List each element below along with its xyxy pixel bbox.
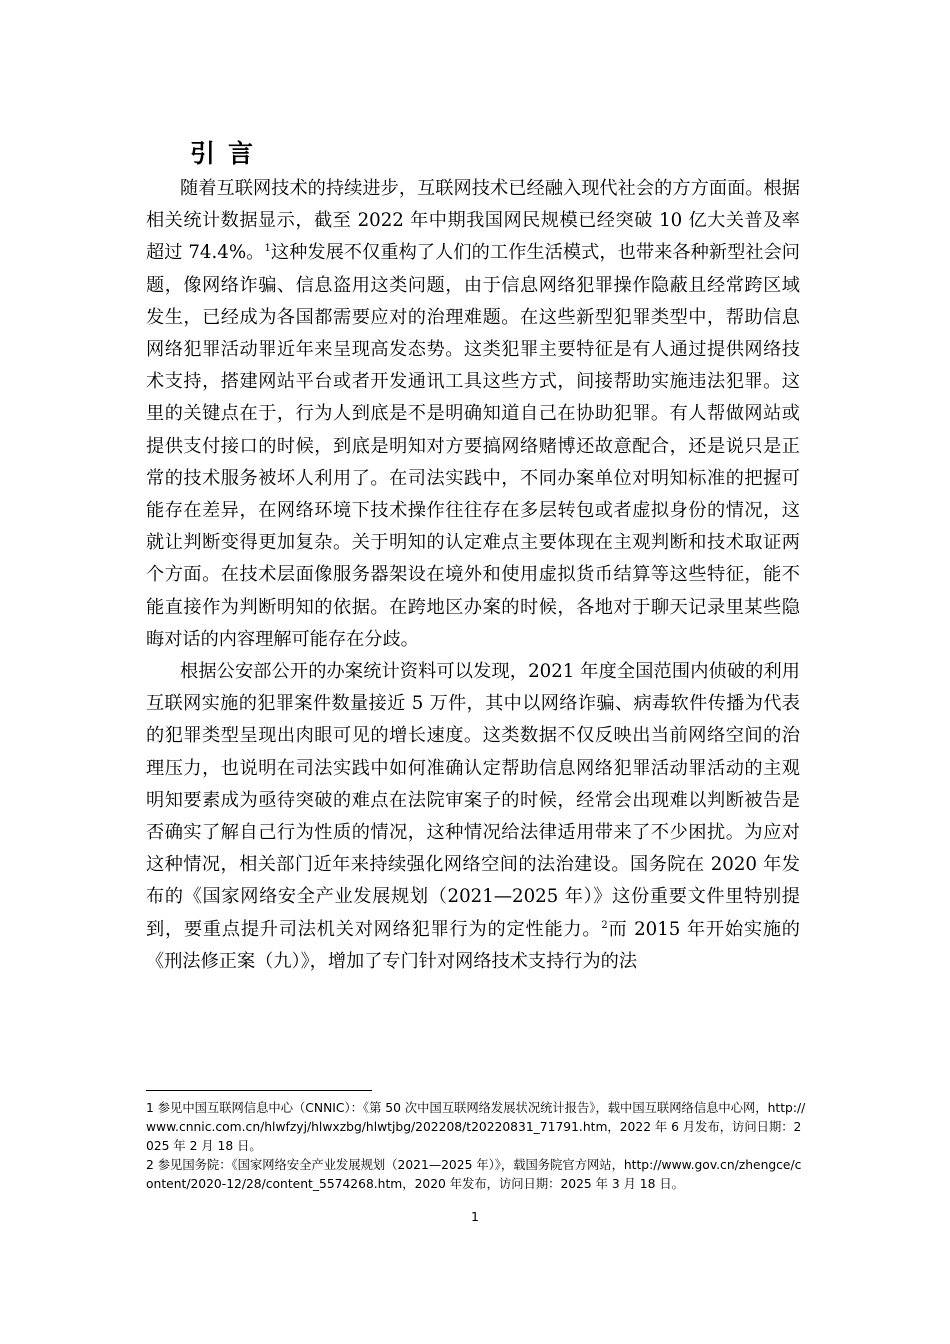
page-number: 1 bbox=[471, 1209, 479, 1224]
section-heading: 引言 bbox=[190, 139, 267, 168]
footnote-2: 2 参见国务院：《国家网络安全产业发展规划（2021—2025 年）》，载国务院官方网站，http://www.gov.cn/zhengce/content/2020-12/28/content_5574268.htm，2020 年发布，访问日期：2025 年 3 月 18 日。 bbox=[146, 1158, 802, 1191]
footnote-1: 1 参见中国互联网信息中心（CNNIC）：《第 50 次中国互联网络发展状况统计报告》，载中国互联网络信息中心网，http://www.cnnic.com.cn/hlwfzyj/hlwxzbg/hlwtjbg/202208/t20220831_71791.htm，2022 年 6 月发布，访问日期：2025 年 2 月 18 日。 bbox=[146, 1101, 806, 1153]
footnotes bbox=[146, 1099, 806, 1194]
paragraph-2 bbox=[146, 656, 800, 978]
body-text bbox=[146, 173, 800, 978]
footnote-separator bbox=[146, 1090, 372, 1091]
paragraph-1-text-b: 这种发展不仅重构了人们的工作生活模式，也带来各种新型社会问题，像网络诈骗、信息盗用这类问题，由于信息网络犯罪操作隐蔽且经常跨区域发生，已经成为各国都需要应对的治理难题。在这些新型犯罪类型中，帮助信息网络犯罪活动罪近年来呈现高发态势。这类犯罪主要特征是有人通过提供网络技术支持，搭建网站平台或者开发通讯工具这些方式，间接帮助实施违法犯罪。这里的关键点在于，行为人到底是不是明确知道自己在协助犯罪。有人帮做网站或提供支付接口的时候，到底是明知对方要搞网络赌博还故意配合，还是说只是正常的技术服务被坏人利用了。在司法实践中，不同办案单位对明知标准的把握可能存在差异，在网络环境下技术操作往往存在多层转包或者虚拟身份的情况，这就让判断变得更加复杂。关于明知的认定难点主要体现在主观判断和技术取证两个方面。在技术层面像服务器架设在境外和使用虚拟货币结算等这些特征，能不能直接作为判断明知的依据。在跨地区办案的时候，各地对于聊天记录里某些隐晦对话的内容理解可能存在分歧。 bbox=[146, 242, 800, 650]
footnote-ref-1[interactable]: 1 bbox=[264, 243, 271, 255]
paragraph-2-text-a: 根据公安部公开的办案统计资料可以发现，2021 年度全国范围内侦破的利用互联网实施的犯罪案件数量接近 5 万件，其中以网络诈骗、病毒软件传播为代表的犯罪类型呈现出肉眼可见的增长速度。这类数据不仅反映出当前网络空间的治理压力，也说明在司法实践中如何准确认定帮助信息网络犯罪活动罪活动的主观明知要素成为亟待突破的难点在法院审案子的时候，经常会出现难以判断被告是否确实了解自己行为性质的情况，这种情况给法律适用带来了不少困扰。为应对这种情况，相关部门近年来持续强化网络空间的法治建设。国务院在 2020 年发布的《国家网络安全产业发展规划（2021—2025 年）》这份重要文件里特别提到，要重点提升司法机关对网络犯罪行为的定性能力。 bbox=[146, 661, 800, 940]
paragraph-1 bbox=[146, 173, 800, 656]
footnote-ref-2[interactable]: 2 bbox=[601, 919, 608, 931]
paragraph-2-text-b: 而 2015 年开始实施的《刑法修正案（九）》，增加了专门针对网络技术支持行为的法 bbox=[146, 918, 800, 972]
paragraph-1-text-a: 随着互联网技术的持续进步，互联网技术已经融入现代社会的方方面面。根据相关统计数据显示，截至 2022 年中期我国网民规模已经突破 10 亿大关普及率超过 74.4%。 bbox=[146, 178, 800, 264]
